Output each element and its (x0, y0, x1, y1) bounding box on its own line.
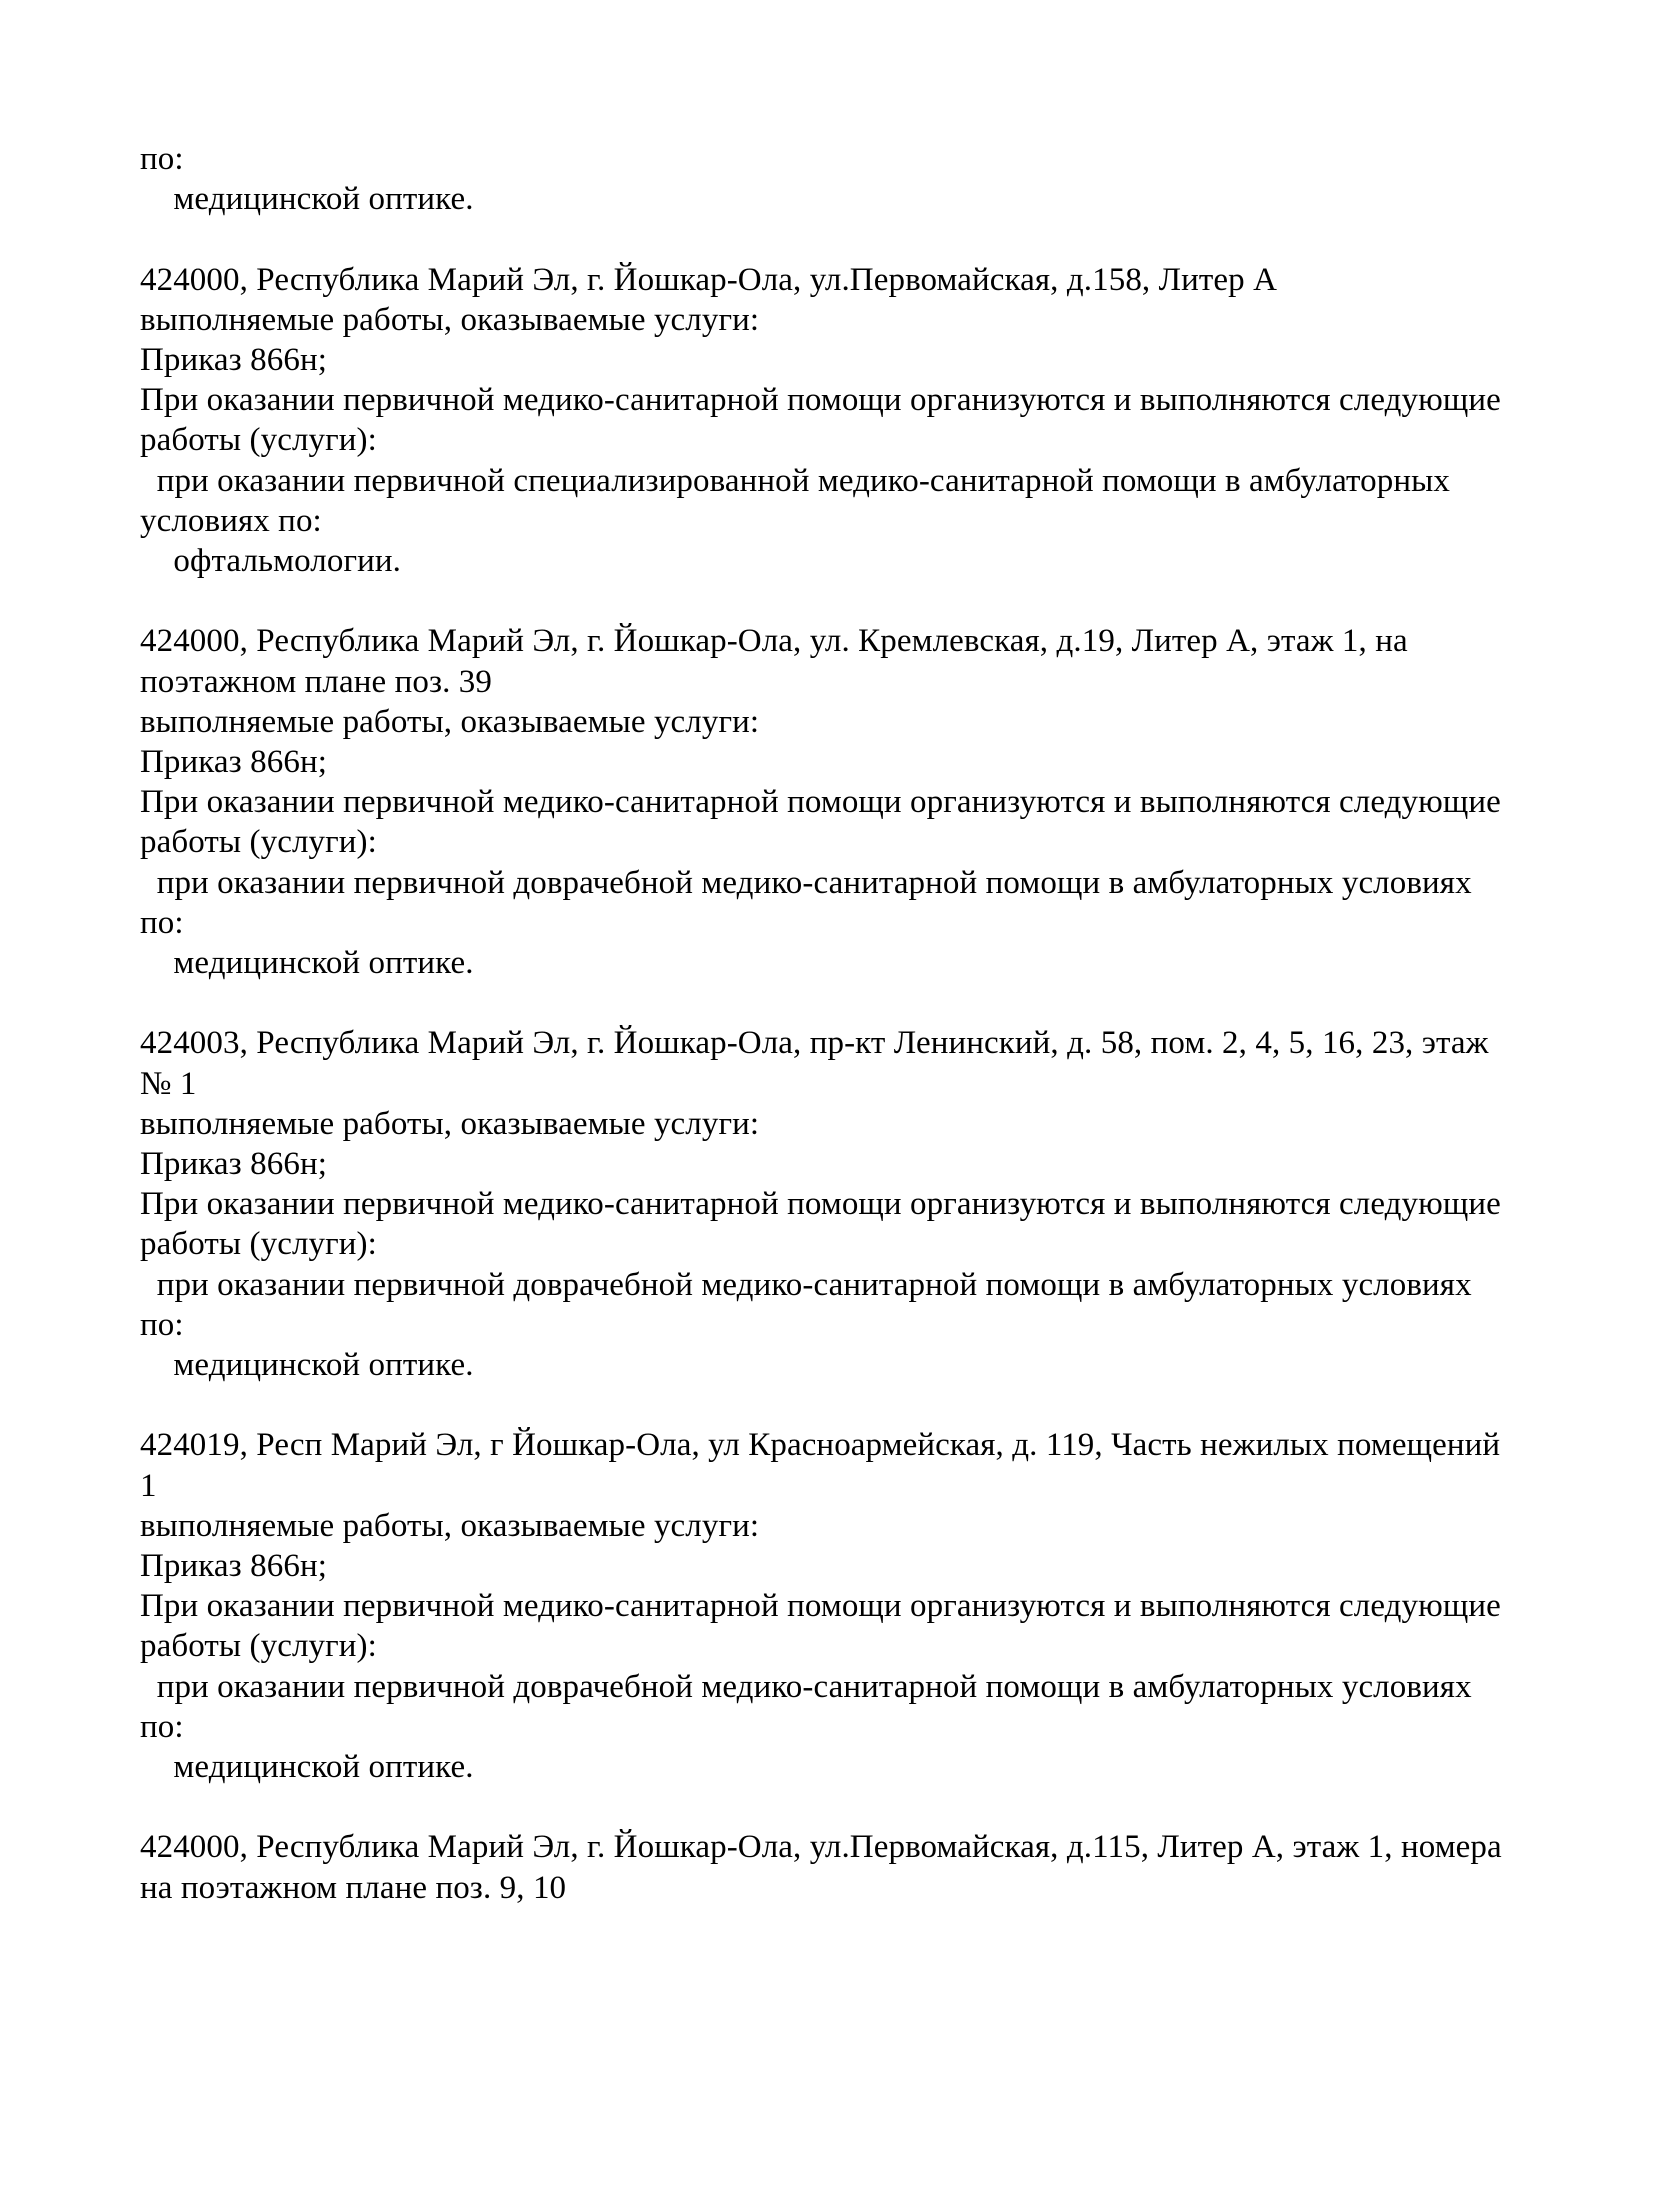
entry-body-line: При оказании первичной медико-санитарной помощи организуются и выполняются следующие (140, 1588, 1501, 1625)
entry-body-line: медицинской оптике. (140, 945, 474, 982)
license-entry-block (140, 621, 1553, 983)
license-continuation-block (140, 139, 1553, 219)
order-reference-line: Приказ 866н; (140, 1548, 327, 1585)
license-entry-block (140, 260, 1553, 582)
entry-address-line: 424000, Республика Марий Эл, г. Йошкар-Ола, ул.Первомайская, д.115, Литер А, этаж 1, номера (140, 1829, 1502, 1866)
entry-body-line: при оказании первичной доврачебной медико-санитарной помощи в амбулаторных условиях (140, 1668, 1472, 1705)
entry-body-line: при оказании первичной доврачебной медико-санитарной помощи в амбулаторных условиях (140, 864, 1472, 901)
works-header-line: выполняемые работы, оказываемые услуги: (140, 1507, 760, 1544)
license-entry-block (140, 1827, 1553, 1907)
entry-body-line: работы (услуги): (140, 1226, 377, 1263)
entry-body-line: медицинской оптике. (140, 1749, 474, 1786)
order-reference-line: Приказ 866н; (140, 342, 327, 378)
continuation-line: по: (140, 141, 184, 177)
license-entry-block (140, 1425, 1553, 1787)
entry-address-line: 424003, Республика Марий Эл, г. Йошкар-Ола, пр-кт Ленинский, д. 58, пом. 2, 4, 5, 16, 23, этаж (140, 1025, 1489, 1062)
entry-body-line: по: (140, 1306, 184, 1343)
entry-address-line: 424019, Респ Марий Эл, г Йошкар-Ола, ул Красноармейская, д. 119, Часть нежилых помещений (140, 1427, 1501, 1464)
license-entry-block (140, 1023, 1553, 1385)
entry-body-line: медицинской оптике. (140, 1347, 474, 1384)
entry-body-line: при оказании первичной доврачебной медико-санитарной помощи в амбулаторных условиях (140, 1266, 1472, 1303)
works-header-line: выполняемые работы, оказываемые услуги: (140, 703, 760, 740)
entry-address-line: 424000, Республика Марий Эл, г. Йошкар-Ола, ул. Кремлевская, д.19, Литер А, этаж 1, на (140, 623, 1408, 660)
entry-address-line: № 1 (140, 1065, 197, 1102)
works-header-line: выполняемые работы, оказываемые услуги: (140, 1105, 760, 1142)
order-reference-line: Приказ 866н; (140, 744, 327, 781)
entry-body-line: по: (140, 1708, 184, 1745)
entry-body-line: работы (услуги): (140, 1628, 377, 1665)
entry-body-line: При оказании первичной медико-санитарной помощи организуются и выполняются следующие (140, 382, 1501, 419)
entry-body-line: работы (услуги): (140, 422, 377, 459)
entry-body-line: работы (услуги): (140, 824, 377, 861)
entry-body-line: офтальмологии. (140, 543, 401, 580)
entry-body-line: при оказании первичной специализированной медико-санитарной помощи в амбулаторных (140, 462, 1450, 499)
continuation-line: медицинской оптике. (140, 181, 474, 218)
entry-body-line: При оказании первичной медико-санитарной помощи организуются и выполняются следующие (140, 1186, 1501, 1223)
order-reference-line: Приказ 866н; (140, 1146, 327, 1183)
entry-address-line: на поэтажном плане поз. 9, 10 (140, 1869, 567, 1906)
entry-address-line: 424000, Республика Марий Эл, г. Йошкар-Ола, ул.Первомайская, д.158, Литер А (140, 261, 1278, 298)
entry-address-line: поэтажном плане поз. 39 (140, 663, 492, 700)
entry-body-line: по: (140, 904, 184, 941)
entry-body-line: При оказании первичной медико-санитарной помощи организуются и выполняются следующие (140, 784, 1501, 821)
entry-address-line: 1 (140, 1467, 157, 1504)
entry-body-line: условиях по: (140, 502, 322, 539)
works-header-line: выполняемые работы, оказываемые услуги: (140, 301, 760, 338)
